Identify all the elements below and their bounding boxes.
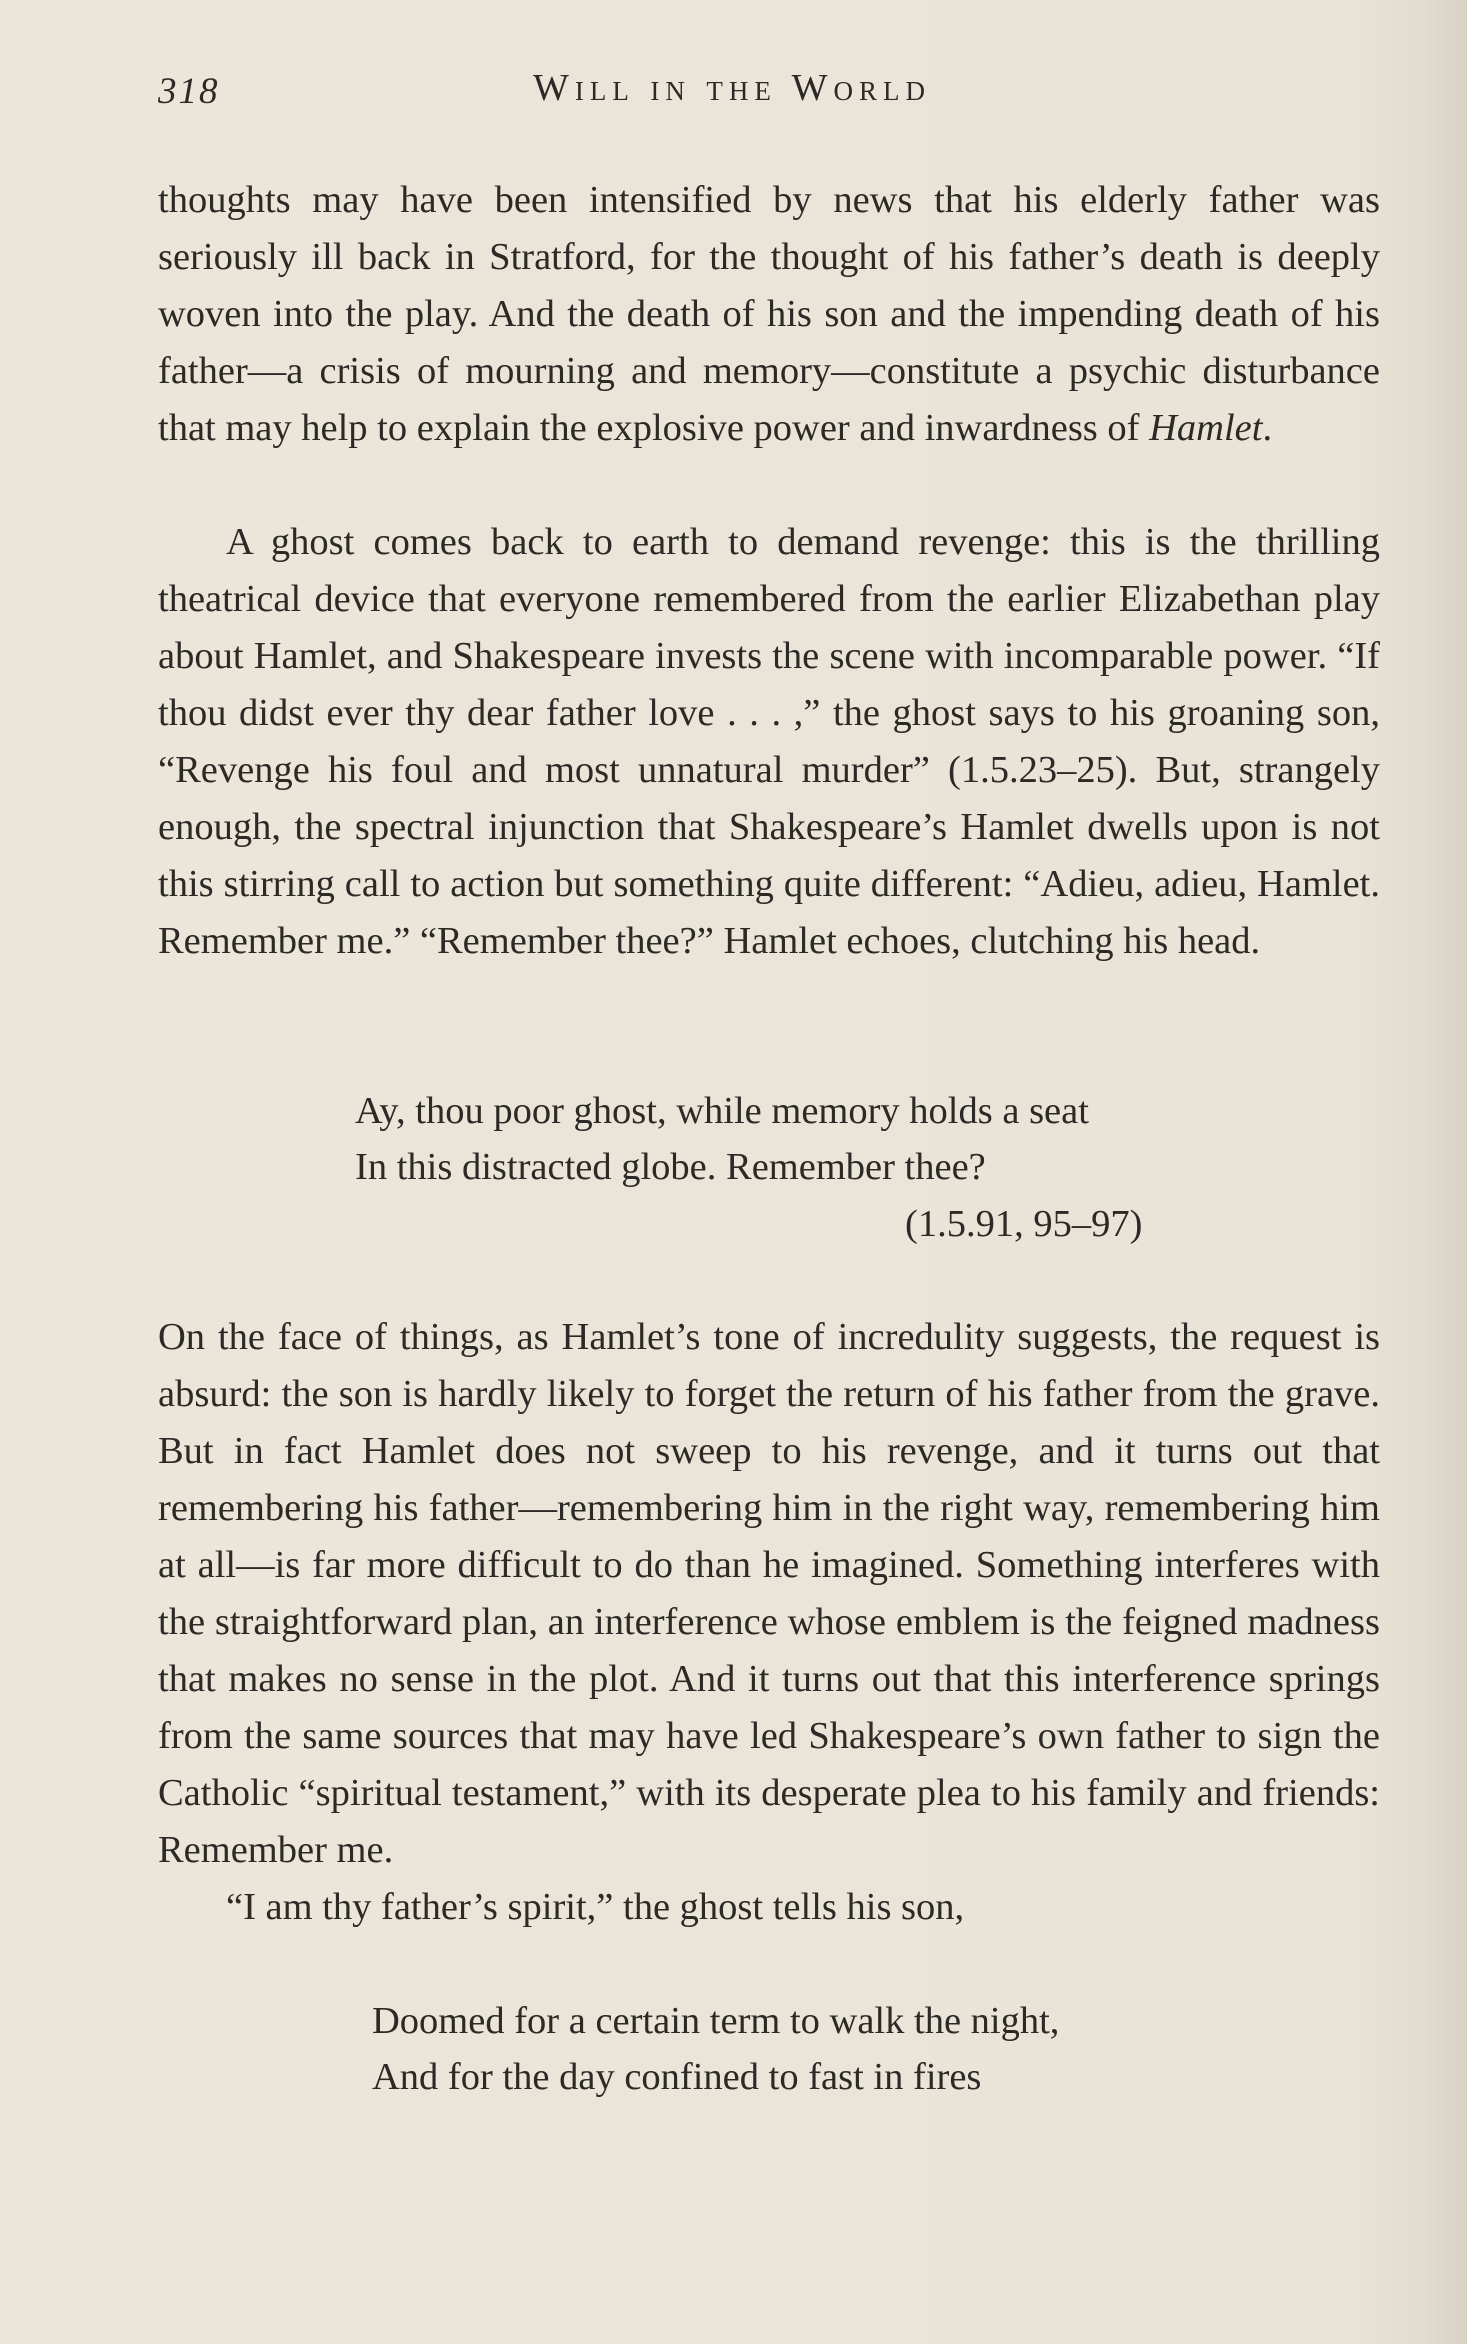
verse-line: In this distracted globe. Remember thee? bbox=[355, 1146, 986, 1188]
paragraph-3 bbox=[158, 1309, 1380, 1879]
page-number: 318 bbox=[158, 71, 220, 112]
paragraph-1-text: thoughts may have been intensified by news that his elderly father was seriously ill back in Stratford, for the thought of his father’s death is deeply woven into the play. And the death of his son and the impending death of his father—a crisis of mourning and memory—constitute a psychic disturbance that may help to explain the explosive power and inwardness of bbox=[158, 179, 1380, 449]
verse-line: Doomed for a certain term to walk the night, bbox=[372, 2000, 1060, 2042]
paragraph-3-text: On the face of things, as Hamlet’s tone of incredulity suggests, the request is absurd: the son is hardly likely to forget the return of his father from the grave. But in fact Hamlet does not sweep to his revenge, and it turns out that remembering his father—remembering him in the right way, remembering him at all—is far more difficult to do than he imagined. Something interferes with the straightforward plan, an interference whose emblem is the feigned madness that makes no sense in the plot. And it turns out that this interference springs from the same sources that may have led Shakespeare’s own father to sign the Catholic “spiritual testament,” with its desperate plea to his family and friends: Remember me. bbox=[158, 1316, 1380, 1871]
paragraph-1-tail: . bbox=[1262, 407, 1273, 449]
paragraph-2-text: A ghost comes back to earth to demand revenge: this is the thrilling theatrical device that everyone remembered from the earlier Elizabethan play about Hamlet, and Shakespeare invests the scene with incomparable power. “If thou didst ever thy dear father love . . . ,” the ghost says to his groaning son, “Revenge his foul and most unnatural murder” (1.5.23–25). But, strangely enough, the spectral injunction that Shakespeare’s Hamlet dwells upon is not this stirring call to action but something quite different: “Adieu, adieu, Hamlet. Remember me.” “Remember thee?” Hamlet echoes, clutching his head. bbox=[158, 521, 1380, 962]
running-head bbox=[158, 66, 1380, 116]
verse-quote-1 bbox=[355, 1083, 1089, 1195]
verse-line: And for the day confined to fast in fires bbox=[372, 2056, 982, 2098]
book-title: Will in the World bbox=[533, 67, 931, 109]
paragraph-4-text: “I am thy father’s spirit,” the ghost tells his son, bbox=[226, 1886, 965, 1928]
paragraph-4 bbox=[158, 1879, 1380, 1936]
paragraph-2 bbox=[158, 514, 1380, 970]
play-title-hamlet: Hamlet bbox=[1149, 407, 1263, 449]
verse-citation: (1.5.91, 95–97) bbox=[905, 1203, 1143, 1245]
verse-quote-2 bbox=[372, 1993, 1059, 2105]
paragraph-1 bbox=[158, 172, 1380, 457]
verse-line: Ay, thou poor ghost, while memory holds a seat bbox=[355, 1090, 1089, 1132]
